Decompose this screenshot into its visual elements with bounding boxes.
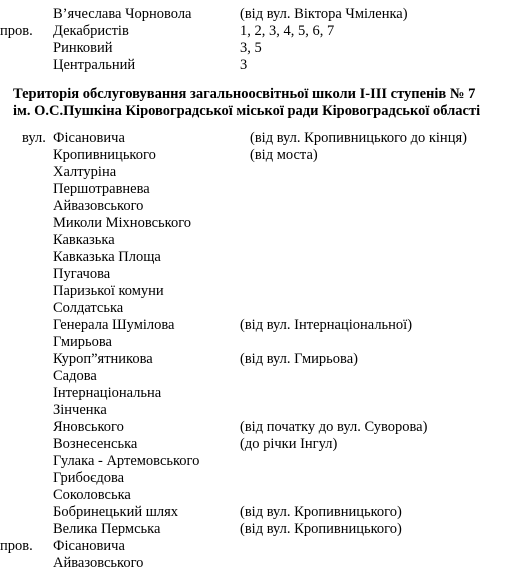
street-row — [0, 436, 522, 453]
street-row — [0, 147, 522, 164]
street-row — [0, 317, 522, 334]
street-row — [0, 419, 522, 436]
street-note: (від вул. Віктора Чміленка) — [240, 6, 408, 22]
street-row — [0, 198, 522, 215]
street-name: В’ячеслава Чорновола — [53, 6, 192, 22]
street-prefix: вул. — [22, 130, 46, 146]
street-row — [0, 504, 522, 521]
street-name: Куроп”ятникова — [53, 351, 153, 367]
street-row — [0, 164, 522, 181]
street-name: Першотравнева — [53, 181, 150, 197]
street-row — [0, 351, 522, 368]
street-prefix: пров. — [0, 538, 33, 554]
street-row — [0, 266, 522, 283]
street-row — [0, 215, 522, 232]
street-row — [0, 57, 522, 74]
street-name: Пугачова — [53, 266, 111, 282]
street-name: Айвазовського — [53, 198, 144, 214]
street-row — [0, 521, 522, 538]
street-note: (від вул. Гмирьова) — [240, 351, 358, 367]
street-name: Кавказька — [53, 232, 115, 248]
street-name: Генерала Шумілова — [53, 317, 175, 333]
street-note: (від вул. Кропивницького до кінця) — [250, 130, 467, 146]
street-row — [0, 300, 522, 317]
street-row — [0, 487, 522, 504]
street-name: Зінченка — [53, 402, 107, 418]
section-title-line1: Територія обслуговування загальноосвітньої школи І-ІІІ ступенів № 7 — [13, 86, 476, 102]
street-row — [0, 385, 522, 402]
street-note: (від вул. Кропивницького) — [240, 504, 402, 520]
street-note: (від початку до вул. Суворова) — [240, 419, 428, 435]
street-name: Велика Пермська — [53, 521, 161, 537]
street-name: Вознесенська — [53, 436, 138, 452]
street-note: 1, 2, 3, 4, 5, 6, 7 — [240, 23, 335, 39]
street-name: Гмирьова — [53, 334, 112, 350]
street-prefix: пров. — [0, 23, 33, 39]
street-name: Соколовська — [53, 487, 131, 503]
street-row — [0, 402, 522, 419]
street-row — [0, 470, 522, 487]
section-title-line2: ім. О.С.Пушкіна Кіровоградської міської ради Кіровоградської області — [13, 103, 481, 119]
street-name: Бобринецький шлях — [53, 504, 179, 520]
street-name: Паризької комуни — [53, 283, 164, 299]
street-name: Халтуріна — [53, 164, 117, 180]
street-row — [0, 283, 522, 300]
street-name: Фісановича — [53, 538, 125, 554]
street-name: Яновського — [53, 419, 124, 435]
street-name: Айвазовського — [53, 555, 144, 571]
street-row — [0, 232, 522, 249]
street-name: Центральний — [53, 57, 136, 73]
street-name: Декабристів — [53, 23, 129, 39]
street-name: Кропивницького — [53, 147, 156, 163]
street-note: (до річки Інгул) — [240, 436, 338, 452]
street-row — [0, 130, 522, 147]
street-name: Садова — [53, 368, 97, 384]
street-row — [0, 249, 522, 266]
street-name: Гулака - Артемовського — [53, 453, 200, 469]
street-row — [0, 6, 522, 23]
street-row — [0, 181, 522, 198]
street-name: Ринковий — [53, 40, 113, 56]
section-title — [13, 86, 518, 120]
street-note: 3 — [240, 57, 248, 73]
street-note: 3, 5 — [240, 40, 262, 56]
street-row — [0, 334, 522, 351]
street-row — [0, 40, 522, 57]
street-name: Фісановича — [53, 130, 125, 146]
street-name: Інтернаціональна — [53, 385, 162, 401]
street-row — [0, 23, 522, 40]
street-name: Солдатська — [53, 300, 124, 316]
street-row — [0, 538, 522, 555]
street-name: Кавказька Площа — [53, 249, 161, 265]
street-row — [0, 555, 522, 572]
street-name: Миколи Міхновського — [53, 215, 192, 231]
street-note: (від вул. Інтернаціональної) — [240, 317, 413, 333]
street-name: Грибоєдова — [53, 470, 125, 486]
street-note: (від моста) — [250, 147, 318, 163]
street-row — [0, 368, 522, 385]
street-row — [0, 453, 522, 470]
street-note: (від вул. Кропивницького) — [240, 521, 402, 537]
